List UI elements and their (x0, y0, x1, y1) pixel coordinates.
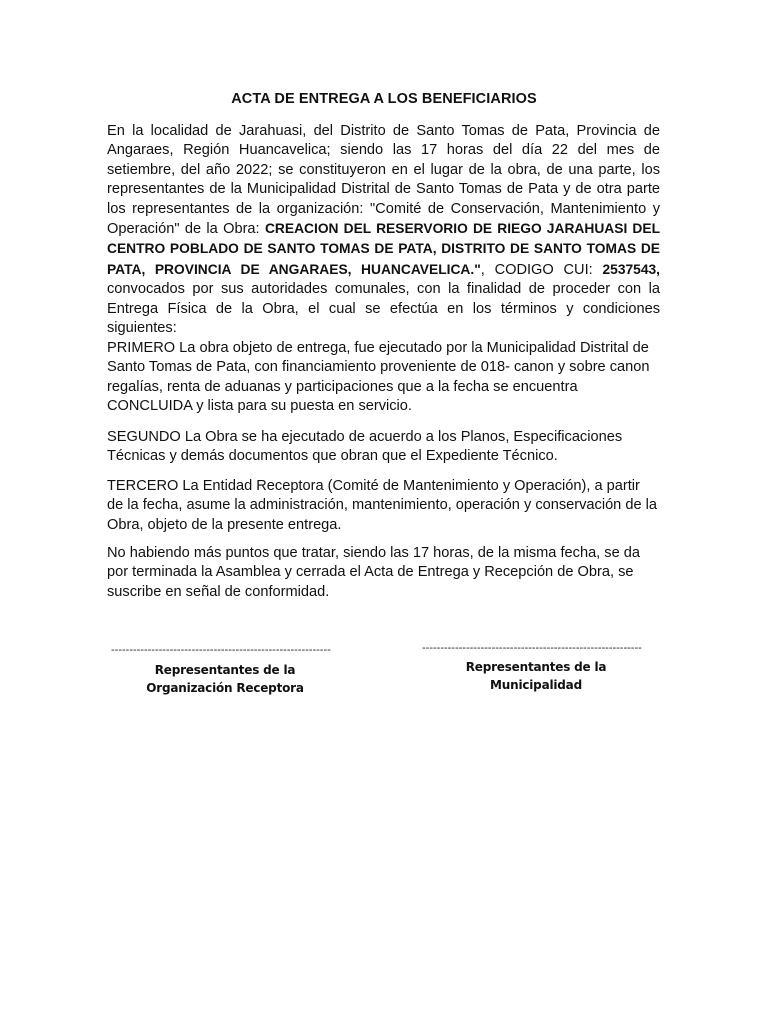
signature-label-organization: Representantes de la Organización Receptora (146, 663, 304, 695)
tercero-paragraph: TERCERO La Entidad Receptora (Comité de Mantenimiento y Operación), a partir de la fecha, asume la administración, mantenimiento, operación y conservación de la Obra, objeto de la presente entrega. (107, 478, 658, 533)
signature-line-organization: ------------------------------------------------------------ (111, 644, 331, 656)
signature-line-municipality: ------------------------------------------------------------ (422, 642, 642, 654)
intro-text-3: convocados por sus autoridades comunales, con la finalidad de proceder con la Entrega Física de la Obra, el cual se efectúa en los términos y condiciones siguientes: (107, 281, 660, 337)
closing-paragraph: No habiendo más puntos que tratar, siendo las 17 horas, de la misma fecha, se da por terminada la Asamblea y cerrada el Acta de Entrega y Recepción de Obra, se suscribe en señal de conformidad. (107, 545, 640, 600)
primero-paragraph: PRIMERO La obra objeto de entrega, fue ejecutado por la Municipalidad Distrital de Santo Tomas de Pata, con financiamiento proveniente de 018- canon y sobre canon regalías, renta de aduanas y participaciones que a la fecha se encuentra CONCLUIDA y lista para su puesta en servicio. (107, 340, 650, 415)
segundo-paragraph: SEGUNDO La Obra se ha ejecutado de acuerdo a los Planos, Especificaciones Técnicas y demás documentos que obran que el Expediente Técnico. (107, 429, 623, 465)
project-name: CREACION DEL RESERVORIO DE RIEGO JARAHUASI DEL CENTRO POBLADO DE SANTO TOMAS DE PATA, DISTRITO DE SANTO TOMAS DE PATA, PROVINCIA DE ANGARAES, HUANCAVELICA." (107, 221, 660, 277)
intro-paragraph (107, 122, 660, 338)
signature-label-municipality: Representantes de la Municipalidad (465, 660, 607, 692)
intro-text-2: , CODIGO CUI: (480, 261, 603, 278)
document-title: ACTA DE ENTREGA A LOS BENEFICIARIOS (231, 91, 537, 107)
cui-code: 2537543, (602, 261, 661, 277)
intro-text-1: En la localidad de Jarahuasi, del Distrito de Santo Tomas de Pata, Provincia de Angaraes, Región Huancavelica; siendo las 17 horas del día 22 del mes de setiembre, del año 2022; se constituyeron en el lugar de la obra, de una parte, los representantes de la Municipalidad Distrital de Santo Tomas de Pata y de otra parte los representantes de la organización: "Comité de Conservación, Mantenimiento y Operación" de la Obra: (107, 123, 660, 238)
